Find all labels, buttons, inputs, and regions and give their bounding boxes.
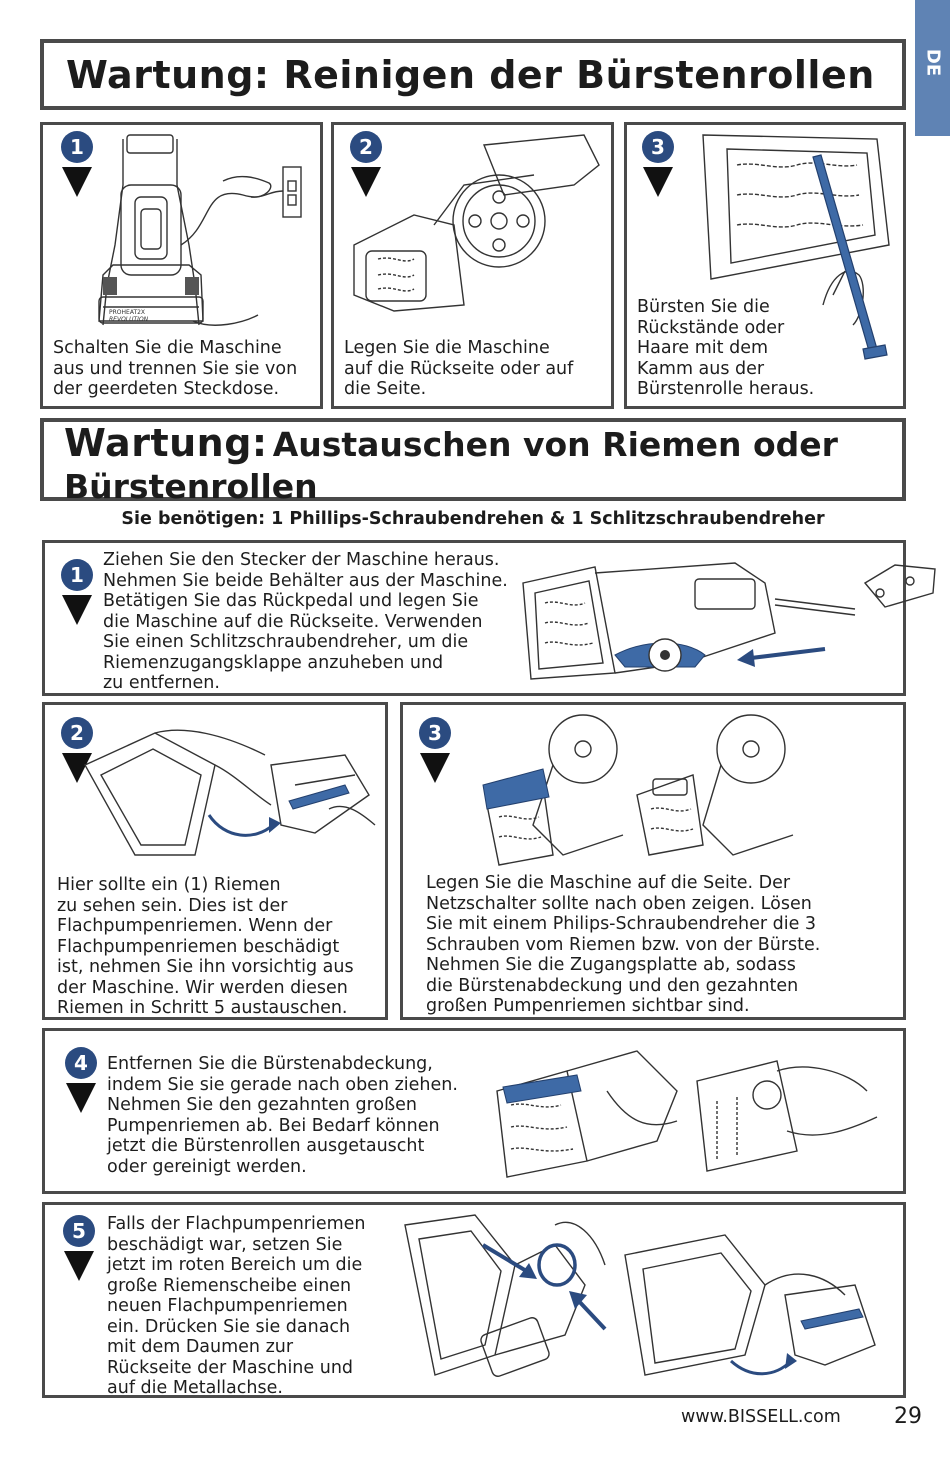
s2-step2-panel <box>42 702 388 1020</box>
step-number: 1 <box>61 559 93 591</box>
remove-access-door-illustration <box>515 543 915 693</box>
s1-step2-text: Legen Sie die Maschine auf die Rückseite oder auf die Seite. <box>344 338 574 399</box>
s2-step4-marker <box>65 1047 99 1115</box>
s1-step3-text: Bürsten Sie die Rückstände oder Haare mit dem Kamm aus der Bürstenrolle heraus. <box>637 297 815 399</box>
brush-cover-removal-illustration <box>487 1031 907 1191</box>
install-flat-belt-illustration <box>405 1205 895 1395</box>
footer-url[interactable]: www.BISSELL.com <box>681 1407 841 1427</box>
section2-title-line2: Bürstenrollen <box>64 467 318 506</box>
step-number: 3 <box>419 717 451 749</box>
s1-step2-panel <box>331 122 614 409</box>
step-number: 3 <box>642 131 674 163</box>
s2-step1-panel <box>42 540 906 696</box>
s1-step3-panel <box>624 122 906 409</box>
s2-step5-marker <box>63 1215 97 1283</box>
access-plate-illustration <box>403 705 909 875</box>
s2-step1-marker <box>61 559 95 627</box>
section1-title-box <box>40 39 906 110</box>
section2-title-prefix: Wartung: <box>64 421 268 465</box>
step-number: 2 <box>61 717 93 749</box>
step-arrow-icon <box>64 1251 94 1281</box>
s2-step4-panel <box>42 1028 906 1194</box>
section2-title <box>64 421 838 511</box>
step-number: 1 <box>61 131 93 163</box>
step-arrow-icon <box>66 1083 96 1113</box>
flat-belt-illustration <box>45 705 391 875</box>
upright-machine-plug-illustration <box>43 125 326 335</box>
s2-step3-text: Legen Sie die Maschine auf die Seite. Der Netzschalter sollte nach oben zeigen. Lösen Sie mit einem Philips-Schraubendreher die 3 Schrauben vom Riemen bzw. von der Bürste. Nehmen Sie die Zugangsplatte ab, sodass die Bürstenabdeckung und den gezahnten großen Pumpenriemen sichtbar sind. <box>426 873 821 1016</box>
s2-step3-panel <box>400 702 906 1020</box>
step-number: 2 <box>350 131 382 163</box>
s2-step2-text: Hier sollte ein (1) Riemen zu sehen sein. Dies ist der Flachpumpenriemen. Wenn der Flachpumpenriemen beschädigt ist, nehmen Sie ihn vorsichtig aus der Maschine. Wir werden diesen Riemen in Schritt 5 austauschen. <box>57 875 354 1018</box>
s2-step4-text: Entfernen Sie die Bürstenabdeckung, indem Sie sie gerade nach oben ziehen. Nehmen Sie den gezahnten großen Pumpenriemen ab. Bei Bedarf können jetzt die Bürstenrollen ausgetauscht oder gereinigt werden. <box>107 1054 458 1177</box>
tools-needed: Sie benötigen: 1 Phillips-Schraubendrehen & 1 Schlitzschraubendreher <box>121 509 825 529</box>
section1-title: Wartung: Reinigen der Bürstenrollen <box>66 53 875 97</box>
s1-step1-text: Schalten Sie die Maschine aus und trennen Sie sie von der geerdeten Steckdose. <box>53 338 298 399</box>
section2-title-box <box>40 418 906 506</box>
language-tab <box>915 0 950 136</box>
step-arrow-icon <box>62 595 92 625</box>
s1-step1-panel <box>40 122 323 409</box>
machine-model-label: PROHEAT2X <box>109 309 146 316</box>
machine-on-side-illustration <box>334 125 617 335</box>
machine-edition-label: REVOLUTION <box>109 316 149 323</box>
s2-step5-panel <box>42 1202 906 1398</box>
page-number: 29 <box>894 1404 922 1429</box>
s2-step1-text: Ziehen Sie den Stecker der Maschine heraus. Nehmen Sie beide Behälter aus der Maschine. Betätigen Sie das Rückpedal und legen Sie die Maschine auf die Rückseite. Verwenden Sie einen Schlitzschraubendreher, um die Riemenzugangsklappe anzuheben und zu entfernen. <box>103 550 508 693</box>
language-label: DE <box>922 48 944 77</box>
s2-step5-text: Falls der Flachpumpenriemen beschädigt war, setzen Sie jetzt im roten Bereich um die große Riemenscheibe einen neuen Flachpumpenriemen ein. Drücken Sie sie danach mit dem Daumen zur Rückseite der Maschine und auf die Metallachse. <box>107 1214 366 1398</box>
step-number: 4 <box>65 1047 97 1079</box>
step-number: 5 <box>63 1215 95 1247</box>
section2-title-rest: Austauschen von Riemen oder <box>272 425 838 464</box>
